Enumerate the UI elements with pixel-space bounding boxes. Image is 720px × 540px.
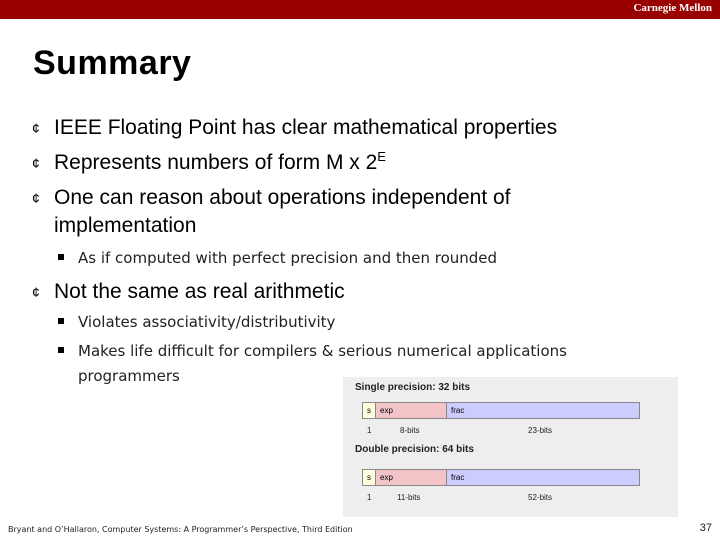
exponent: E [377,149,386,164]
single-frac-bits: 23-bits [528,426,553,435]
double-exp-bits: 11-bits [397,493,421,502]
bullet-text [54,150,386,176]
double-sign-field: s [362,469,376,486]
double-precision-heading: Double precision: 64 bits [355,444,474,455]
sub-bullet-text: Violates associativity/distributivity [78,313,336,331]
double-sign-bits: 1 [367,493,372,502]
sub-bullet-text: As if computed with perfect precision and then rounded [78,249,498,267]
bullet-text-main: Represents numbers of form M x 2 [54,151,378,174]
square-bullet-icon [58,254,64,260]
slide-title: Summary [33,44,192,82]
float-format-figure [343,377,678,517]
ring-bullet-icon: ¢ [32,284,40,300]
square-bullet-icon [58,347,64,353]
header-bar [0,0,720,19]
single-precision-heading: Single precision: 32 bits [355,382,471,393]
sub-bullet-text-line2: programmers [78,367,180,385]
ring-bullet-icon: ¢ [32,155,40,171]
double-exp-field: exp [375,469,447,486]
single-exp-bits: 8-bits [400,426,420,435]
bullet-text-line2: implementation [54,214,197,237]
single-exp-field: exp [375,402,447,419]
bullet-text-line1: One can reason about operations independent of [54,186,511,209]
sub-bullet-text-line1: Makes life difficult for compilers & serious numerical applications [78,342,567,360]
bullet-text: IEEE Floating Point has clear mathematical properties [54,116,558,139]
single-frac-field: frac [446,402,640,419]
square-bullet-icon [58,318,64,324]
double-frac-field: frac [446,469,640,486]
single-sign-field: s [362,402,376,419]
double-frac-bits: 52-bits [528,493,553,502]
footer-citation: Bryant and O’Hallaron, Computer Systems: A Programmer’s Perspective, Third Edition [8,525,353,534]
single-sign-bits: 1 [367,426,372,435]
ring-bullet-icon: ¢ [32,120,40,136]
page-number: 37 [699,522,712,534]
bullet-text: Not the same as real arithmetic [54,280,345,303]
ring-bullet-icon: ¢ [32,190,40,206]
brand-label: Carnegie Mellon [633,2,712,14]
